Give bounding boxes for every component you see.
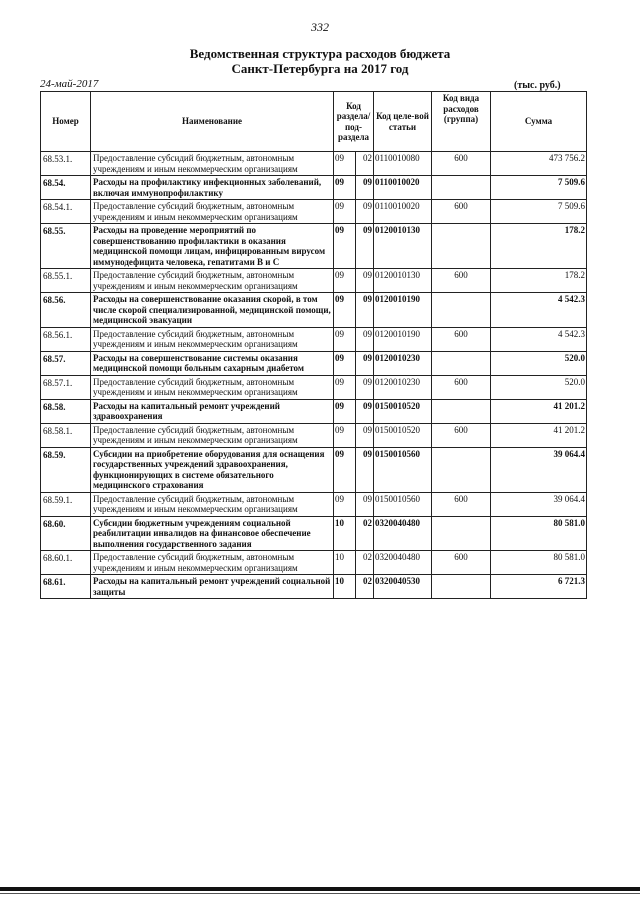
table-row xyxy=(41,423,587,447)
row-subsection: 02 xyxy=(356,551,374,575)
row-name-text: Предоставление субсидий бюджетным, автономным учреждениям и иным некоммерческим организациям xyxy=(93,376,298,397)
row-subsection: 09 xyxy=(356,224,374,269)
row-section: 09 xyxy=(334,399,356,423)
row-number: 68.54.1. xyxy=(41,200,91,224)
row-target-code: 0320040480 xyxy=(374,516,432,551)
row-sum: 4 542.3 xyxy=(491,293,587,328)
header-type: Код вида расходов (группа) xyxy=(432,92,491,152)
row-sum: 6 721.3 xyxy=(491,575,587,599)
header-sum: Сумма xyxy=(491,92,587,152)
row-name xyxy=(91,200,334,224)
row-expense-type xyxy=(432,224,491,269)
row-sum: 520.0 xyxy=(491,375,587,399)
row-section: 09 xyxy=(334,492,356,516)
table-body xyxy=(41,152,587,599)
row-name xyxy=(91,293,334,328)
row-expense-type xyxy=(432,447,491,492)
row-expense-type xyxy=(432,575,491,599)
row-name-text: Предоставление субсидий бюджетным, автономным учреждениям и иным некоммерческим организациям xyxy=(93,201,298,222)
row-subsection: 09 xyxy=(356,176,374,200)
row-name-text: Предоставление субсидий бюджетным, автономным учреждениям и иным некоммерческим организациям xyxy=(93,493,298,514)
row-expense-type: 600 xyxy=(432,375,491,399)
row-target-code: 0120010130 xyxy=(374,224,432,269)
table-row xyxy=(41,492,587,516)
row-target-code: 0320040530 xyxy=(374,575,432,599)
row-name-text: Расходы на капитальный ремонт учреждений здравоохранения xyxy=(93,400,280,421)
table-row xyxy=(41,224,587,269)
row-target-code: 0110010080 xyxy=(374,152,432,176)
row-name-text: Расходы на капитальный ремонт учреждений социальной защиты xyxy=(93,576,331,597)
row-section: 09 xyxy=(334,176,356,200)
row-name-text: Предоставление субсидий бюджетным, автономным учреждениям и иным некоммерческим организациям xyxy=(93,270,298,291)
row-subsection: 09 xyxy=(356,200,374,224)
row-subsection: 09 xyxy=(356,492,374,516)
row-number: 68.56. xyxy=(41,293,91,328)
row-target-code: 0120010130 xyxy=(374,269,432,293)
row-section: 09 xyxy=(334,447,356,492)
row-sum: 473 756.2 xyxy=(491,152,587,176)
row-number: 68.55.1. xyxy=(41,269,91,293)
row-target-code: 0120010190 xyxy=(374,293,432,328)
row-section: 09 xyxy=(334,375,356,399)
row-name-text: Расходы на профилактику инфекционных заболеваний, включая иммунопрофилактику xyxy=(93,177,322,198)
row-subsection: 09 xyxy=(356,423,374,447)
row-name-text: Расходы на совершенствование системы оказания медицинской помощи больным сахарным диабетом xyxy=(93,352,304,373)
row-subsection: 09 xyxy=(356,269,374,293)
row-name xyxy=(91,575,334,599)
row-sum: 39 064.4 xyxy=(491,447,587,492)
row-target-code: 0120010230 xyxy=(374,375,432,399)
row-expense-type: 600 xyxy=(432,551,491,575)
row-expense-type: 600 xyxy=(432,492,491,516)
footer-line xyxy=(0,893,640,894)
row-sum: 39 064.4 xyxy=(491,492,587,516)
row-number: 68.54. xyxy=(41,176,91,200)
row-sum: 7 509.6 xyxy=(491,176,587,200)
row-name-text: Субсидии на приобретение оборудования для оснащения государственных учреждений здравоохранения, функционирующих в системе обязательного медицинского страхования xyxy=(93,448,325,490)
row-subsection: 02 xyxy=(356,575,374,599)
row-number: 68.53.1. xyxy=(41,152,91,176)
row-target-code: 0150010520 xyxy=(374,423,432,447)
row-expense-type: 600 xyxy=(432,423,491,447)
row-sum: 80 581.0 xyxy=(491,516,587,551)
table-row xyxy=(41,293,587,328)
row-name xyxy=(91,224,334,269)
row-sum: 7 509.6 xyxy=(491,200,587,224)
row-target-code: 0110010020 xyxy=(374,200,432,224)
row-section: 09 xyxy=(334,423,356,447)
row-name-text: Предоставление субсидий бюджетным, автономным учреждениям и иным некоммерческим организациям xyxy=(93,552,298,573)
row-sum: 4 542.3 xyxy=(491,327,587,351)
row-expense-type xyxy=(432,351,491,375)
row-subsection: 09 xyxy=(356,351,374,375)
table-header-row xyxy=(41,92,587,152)
row-section: 09 xyxy=(334,200,356,224)
footer-bar xyxy=(0,887,640,891)
row-name-text: Предоставление субсидий бюджетным, автономным учреждениям и иным некоммерческим организациям xyxy=(93,424,298,445)
row-subsection: 09 xyxy=(356,293,374,328)
row-name xyxy=(91,176,334,200)
row-target-code: 0150010560 xyxy=(374,447,432,492)
row-name-text: Предоставление субсидий бюджетным, автономным учреждениям и иным некоммерческим организациям xyxy=(93,328,298,349)
table-row xyxy=(41,152,587,176)
row-section: 09 xyxy=(334,351,356,375)
row-section: 09 xyxy=(334,152,356,176)
row-name xyxy=(91,423,334,447)
table-row xyxy=(41,200,587,224)
row-target-code: 0120010190 xyxy=(374,327,432,351)
row-sum: 41 201.2 xyxy=(491,423,587,447)
header-number: Номер xyxy=(41,92,91,152)
row-name xyxy=(91,447,334,492)
row-sum: 178.2 xyxy=(491,224,587,269)
row-subsection: 09 xyxy=(356,327,374,351)
row-number: 68.60.1. xyxy=(41,551,91,575)
row-number: 68.57. xyxy=(41,351,91,375)
table-row xyxy=(41,399,587,423)
row-name-text: Субсидии бюджетным учреждениям социальной реабилитации инвалидов на финансовое обеспечение выполнения государственного задания xyxy=(93,517,311,549)
row-expense-type: 600 xyxy=(432,327,491,351)
row-subsection: 09 xyxy=(356,399,374,423)
row-number: 68.60. xyxy=(41,516,91,551)
document-date: 24-май-2017 xyxy=(40,78,99,90)
header-section: Код раздела/ под-раздела xyxy=(334,92,374,152)
row-name xyxy=(91,375,334,399)
row-number: 68.57.1. xyxy=(41,375,91,399)
row-number: 68.56.1. xyxy=(41,327,91,351)
row-name xyxy=(91,351,334,375)
row-number: 68.58.1. xyxy=(41,423,91,447)
row-name-text: Предоставление субсидий бюджетным, автономным учреждениям и иным некоммерческим организациям xyxy=(93,153,298,174)
row-name xyxy=(91,152,334,176)
table-row xyxy=(41,516,587,551)
row-number: 68.58. xyxy=(41,399,91,423)
row-expense-type xyxy=(432,399,491,423)
row-subsection: 02 xyxy=(356,516,374,551)
table-row xyxy=(41,575,587,599)
table-row xyxy=(41,269,587,293)
row-target-code: 0320040480 xyxy=(374,551,432,575)
row-section: 09 xyxy=(334,224,356,269)
row-sum: 41 201.2 xyxy=(491,399,587,423)
row-subsection: 02 xyxy=(356,152,374,176)
unit-label: (тыс. руб.) xyxy=(514,80,561,91)
row-name-text: Расходы на проведение мероприятий по совершенствованию профилактики в оказания медицинской помощи лицам, инфицированным вирусом иммунодефицита человека, гепатитами В и С xyxy=(93,225,326,267)
row-number: 68.55. xyxy=(41,224,91,269)
row-expense-type xyxy=(432,176,491,200)
row-section: 09 xyxy=(334,269,356,293)
row-target-code: 0150010560 xyxy=(374,492,432,516)
page-number: 332 xyxy=(311,20,329,34)
budget-table xyxy=(40,91,587,599)
row-name xyxy=(91,399,334,423)
row-expense-type: 600 xyxy=(432,152,491,176)
title-line-2: Санкт-Петербурга на 2017 год xyxy=(231,61,409,76)
row-section: 10 xyxy=(334,551,356,575)
table-row xyxy=(41,447,587,492)
row-sum: 178.2 xyxy=(491,269,587,293)
document-title xyxy=(0,46,640,76)
table-row xyxy=(41,351,587,375)
row-target-code: 0110010020 xyxy=(374,176,432,200)
table-row xyxy=(41,375,587,399)
title-line-1: Ведомственная структура расходов бюджета xyxy=(189,46,451,61)
row-name xyxy=(91,327,334,351)
table-row xyxy=(41,551,587,575)
row-name-text: Расходы на совершенствование оказания скорой, в том числе скорой специализированной, медицинской помощи, медицинской эвакуации xyxy=(93,294,331,325)
row-number: 68.61. xyxy=(41,575,91,599)
header-target: Код целе-вой статьи xyxy=(374,92,432,152)
row-section: 09 xyxy=(334,327,356,351)
table-row xyxy=(41,176,587,200)
row-name xyxy=(91,516,334,551)
row-expense-type xyxy=(432,516,491,551)
row-subsection: 09 xyxy=(356,375,374,399)
row-target-code: 0120010230 xyxy=(374,351,432,375)
row-subsection: 09 xyxy=(356,447,374,492)
header-name: Наименование xyxy=(91,92,334,152)
row-section: 10 xyxy=(334,575,356,599)
table-row xyxy=(41,327,587,351)
row-section: 10 xyxy=(334,516,356,551)
row-target-code: 0150010520 xyxy=(374,399,432,423)
row-number: 68.59. xyxy=(41,447,91,492)
row-expense-type xyxy=(432,293,491,328)
row-name xyxy=(91,269,334,293)
row-name xyxy=(91,551,334,575)
row-sum: 520.0 xyxy=(491,351,587,375)
row-sum: 80 581.0 xyxy=(491,551,587,575)
row-expense-type: 600 xyxy=(432,200,491,224)
row-name xyxy=(91,492,334,516)
row-section: 09 xyxy=(334,293,356,328)
row-expense-type: 600 xyxy=(432,269,491,293)
row-number: 68.59.1. xyxy=(41,492,91,516)
